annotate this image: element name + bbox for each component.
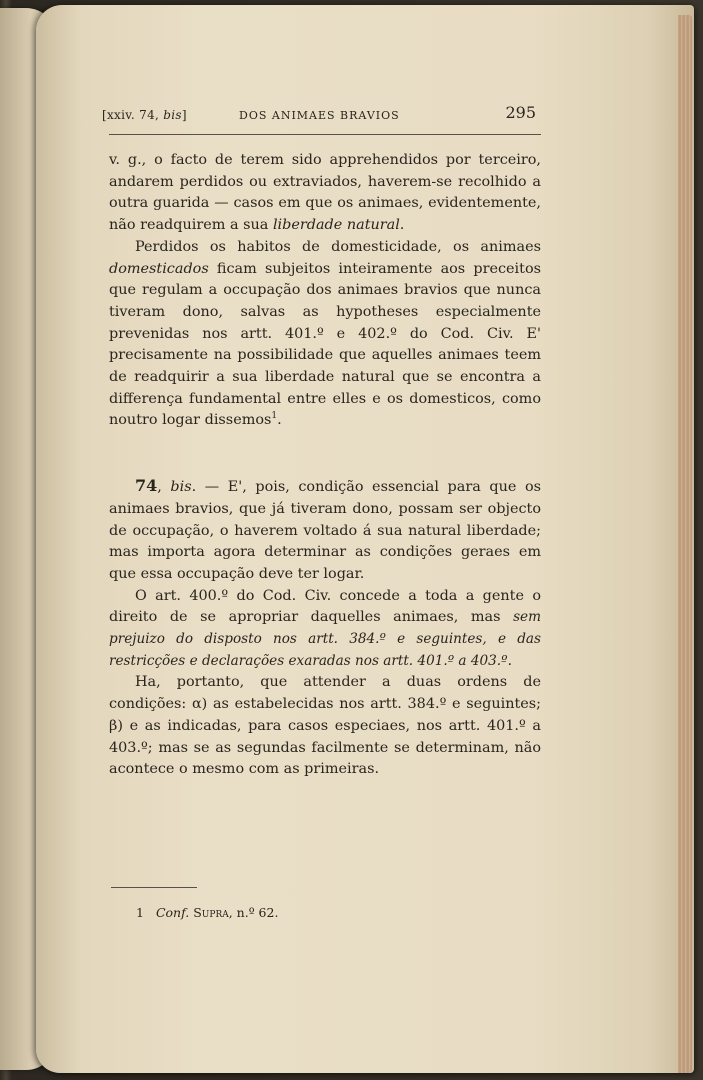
footnote-ref: Supra [193, 905, 229, 920]
header-section-prefix: [xxiv. 74, [102, 108, 160, 122]
text-run: O art. 400.º do Cod. Civ. concede a toda a gente o direito de se apropriar daquelles animaes, mas [109, 587, 541, 626]
text-run: liberdade natural. [272, 217, 405, 234]
text-run: , [157, 479, 171, 496]
page-content [102, 100, 541, 781]
text-run: ficam subjeitos inteiramente aos preceitos que regulam a occupação dos animaes bravios que nunca tiveram dono, salvas as hypotheses especialmente prevenidas nos artt. 401.º e 402.º do Cod. Civ. E' precisamente na possibilidade que aquelles animaes teem de readquirir a sua liberdade natural que se encontra a differença fundamental entre elles e os domesticos, como noutro logar dissemos [109, 260, 541, 429]
footnote-rule [111, 887, 197, 888]
footnote [136, 905, 278, 920]
text-run: 1 [271, 411, 278, 422]
text-run: Ha, portanto, que attender a duas ordens de condições: α) as estabelecidas nos artt. 384.º e seguintes; β) e as indicadas, para casos especiaes, nos artt. 401.º a 403.º; mas se as segundas facilmente se determinam, não acontece o mesmo com as primeiras. [109, 674, 541, 778]
footnote-suffix: , n.º 62. [228, 905, 279, 920]
paragraph [109, 237, 541, 432]
text-run: domesticados [109, 260, 209, 277]
page-fore-edge [678, 15, 692, 1073]
header-section-suffix: ] [181, 108, 187, 122]
text-run: sem prejuizo do disposto nos artt. 384.º e seguintes, e das restricções e declarações exaradas nos artt. 401.º a 403.º [109, 609, 541, 669]
footnote-mark: 1 [136, 905, 144, 920]
text-run: Perdidos os habitos de domesticidade, os animaes [135, 238, 541, 255]
paragraph [109, 672, 541, 781]
text-run: v. g., o facto de terem sido apprehendidos por terceiro, andarem perdidos ou extraviados, haverem-se recolhido a outra guarida — casos em que os animaes, evidentemente, não readquirem a sua [109, 152, 541, 234]
paragraph [109, 586, 541, 673]
text-run: . [507, 652, 513, 669]
section-paragraph [109, 475, 541, 586]
page-body [109, 150, 541, 781]
footnote-conf: Conf. [155, 905, 190, 920]
text-run: 74 [135, 476, 158, 496]
header-section-ref [102, 108, 187, 122]
text-run: . — E', pois, condição essencial para que os animaes bravios, que já tiveram dono, possam ser objecto de occupação, o haverem voltado á sua natural liberdade; mas importa agora determinar as condições geraes em que essa occupação deve ter logar. [109, 479, 541, 582]
text-run: bis [170, 479, 192, 496]
page-number: 295 [505, 103, 536, 122]
paragraph [109, 150, 541, 237]
running-title: DOS ANIMAES BRAVIOS [239, 109, 400, 122]
text-run: . [277, 412, 282, 429]
header-section-bis: bis [163, 108, 182, 122]
running-header [102, 100, 541, 135]
